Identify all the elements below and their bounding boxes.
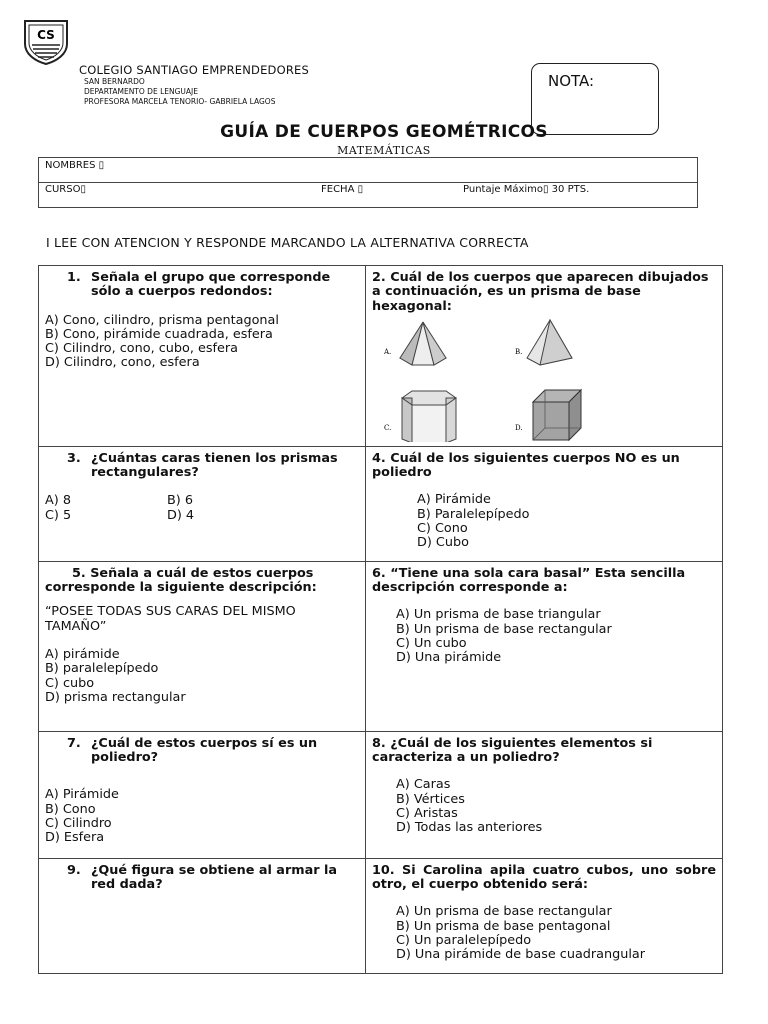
- school-name: COLEGIO SANTIAGO EMPRENDEDORES: [79, 63, 310, 77]
- q7-text: ¿Cuál de estos cuerpos sí es un poliedro?: [91, 735, 318, 766]
- q1-option-a[interactable]: A) Cono, cilindro, prisma pentagonal: [45, 312, 279, 328]
- q5-option-d[interactable]: D) prisma rectangular: [45, 689, 186, 705]
- q5-option-b[interactable]: B) paralelepípedo: [45, 661, 159, 677]
- teachers: PROFESORA MARCELA TENORIO- GABRIELA LAGOS: [84, 97, 276, 106]
- curso-field[interactable]: CURSO▯: [45, 184, 86, 195]
- q4-option-b[interactable]: B) Paralelepípedo: [417, 506, 530, 522]
- q6-option-c[interactable]: C) Un cubo: [396, 636, 467, 652]
- q4-option-a[interactable]: A) Pirámide: [417, 492, 491, 508]
- q2-label-c: C.: [384, 423, 392, 432]
- question-10: [366, 858, 723, 973]
- question-1: [39, 266, 366, 447]
- subject-label: MATEMÁTICAS: [337, 144, 431, 157]
- q6-text: 6. “Tiene una sola cara basal” Esta sencilla descripción corresponde a:: [372, 565, 686, 596]
- q1-number: 1.: [67, 270, 81, 285]
- department: DEPARTAMENTO DE LENGUAJE: [84, 87, 198, 96]
- q8-option-a[interactable]: A) Caras: [396, 777, 451, 793]
- q7-number: 7.: [67, 735, 81, 751]
- crest-letters: CS: [37, 28, 55, 42]
- student-info-box: [38, 157, 698, 208]
- q10-option-b[interactable]: B) Un prisma de base pentagonal: [396, 918, 611, 934]
- q4-text: 4. Cuál de los siguientes cuerpos NO es un poliedro: [372, 450, 680, 481]
- q4-option-c[interactable]: C) Cono: [417, 521, 468, 537]
- hexagonal-pyramid-icon[interactable]: [400, 322, 446, 365]
- q3-option-b[interactable]: B) 6: [167, 493, 193, 509]
- question-5: [39, 561, 366, 731]
- q5-option-c[interactable]: C) cubo: [45, 675, 95, 691]
- q8-option-d[interactable]: D) Todas las anteriores: [396, 820, 543, 836]
- q4-option-d[interactable]: D) Cubo: [417, 535, 469, 551]
- nota-label: NOTA:: [548, 72, 595, 90]
- page-title: GUÍA DE CUERPOS GEOMÉTRICOS: [220, 122, 548, 142]
- puntaje-label: Puntaje Máximo▯ 30 PTS.: [463, 184, 590, 195]
- q10-text: 10. Si Carolina apila cuatro cubos, uno sobre otro, el cuerpo obtenido será:: [372, 862, 716, 893]
- q7-option-c[interactable]: C) Cilindro: [45, 816, 112, 832]
- q1-option-c[interactable]: C) Cilindro, cono, cubo, esfera: [45, 341, 238, 357]
- question-6: [366, 561, 723, 731]
- question-7: [39, 731, 366, 858]
- q3-option-c[interactable]: C) 5: [45, 507, 72, 523]
- q7-option-a[interactable]: A) Pirámide: [45, 787, 119, 803]
- q2-label-d: D.: [515, 423, 523, 432]
- q1-option-d[interactable]: D) Cilindro, cono, esfera: [45, 355, 200, 371]
- q3-option-d[interactable]: D) 4: [167, 507, 195, 523]
- school-city: SAN BERNARDO: [84, 77, 145, 86]
- q7-option-b[interactable]: B) Cono: [45, 801, 96, 817]
- q5-option-a[interactable]: A) pirámide: [45, 647, 120, 663]
- q2-shapes-figure: [372, 318, 712, 442]
- square-pyramid-icon[interactable]: [527, 320, 572, 365]
- q5-text: 5. Señala a cuál de estos cuerpos corresponde la siguiente descripción:: [45, 565, 317, 596]
- q8-option-c[interactable]: C) Aristas: [396, 806, 458, 822]
- q7-option-d[interactable]: D) Esfera: [45, 830, 105, 846]
- q5-quote: “POSEE TODAS SUS CARAS DEL MISMO TAMAÑO”: [45, 604, 296, 634]
- q10-option-a[interactable]: A) Un prisma de base rectangular: [396, 904, 612, 920]
- question-3: [39, 446, 366, 561]
- question-9: [39, 858, 366, 973]
- q8-option-b[interactable]: B) Vértices: [396, 791, 465, 807]
- instructions: I LEE CON ATENCION Y RESPONDE MARCANDO LA ALTERNATIVA CORRECTA: [46, 235, 529, 250]
- q3-option-a[interactable]: A) 8: [45, 493, 71, 509]
- school-crest-logo: [22, 18, 70, 66]
- q2-label-b: B.: [515, 347, 523, 356]
- q6-option-a[interactable]: A) Un prisma de base triangular: [396, 607, 601, 623]
- fecha-field[interactable]: FECHA ▯: [321, 184, 364, 195]
- hexagonal-prism-icon[interactable]: [402, 391, 456, 442]
- q3-text: ¿Cuántas caras tienen los prismas rectangulares?: [91, 450, 338, 481]
- question-4: [366, 446, 723, 561]
- q10-option-c[interactable]: C) Un paralelepípedo: [396, 933, 532, 949]
- q9-text: ¿Qué figura se obtiene al armar la red dada?: [91, 862, 338, 893]
- q1-option-b[interactable]: B) Cono, pirámide cuadrada, esfera: [45, 326, 273, 342]
- question-8: [366, 731, 723, 858]
- q6-option-d[interactable]: D) Una pirámide: [396, 650, 502, 666]
- q9-number: 9.: [67, 862, 81, 878]
- q8-text: 8. ¿Cuál de los siguientes elementos si caracteriza a un poliedro?: [372, 735, 653, 766]
- q3-number: 3.: [67, 450, 81, 466]
- q1-text: Señala el grupo que corresponde sólo a cuerpos redondos:: [91, 270, 331, 300]
- questions-table: [38, 265, 723, 974]
- q2-label-a: A.: [384, 347, 392, 356]
- nombres-field[interactable]: NOMBRES ▯: [45, 160, 105, 171]
- cube-icon[interactable]: [533, 390, 581, 440]
- q2-text: 2. Cuál de los cuerpos que aparecen dibujados a continuación, es un prisma de base hexagonal:: [372, 270, 709, 314]
- q10-option-d[interactable]: D) Una pirámide de base cuadrangular: [396, 947, 646, 963]
- q6-option-b[interactable]: B) Un prisma de base rectangular: [396, 621, 612, 637]
- question-2: [366, 266, 723, 447]
